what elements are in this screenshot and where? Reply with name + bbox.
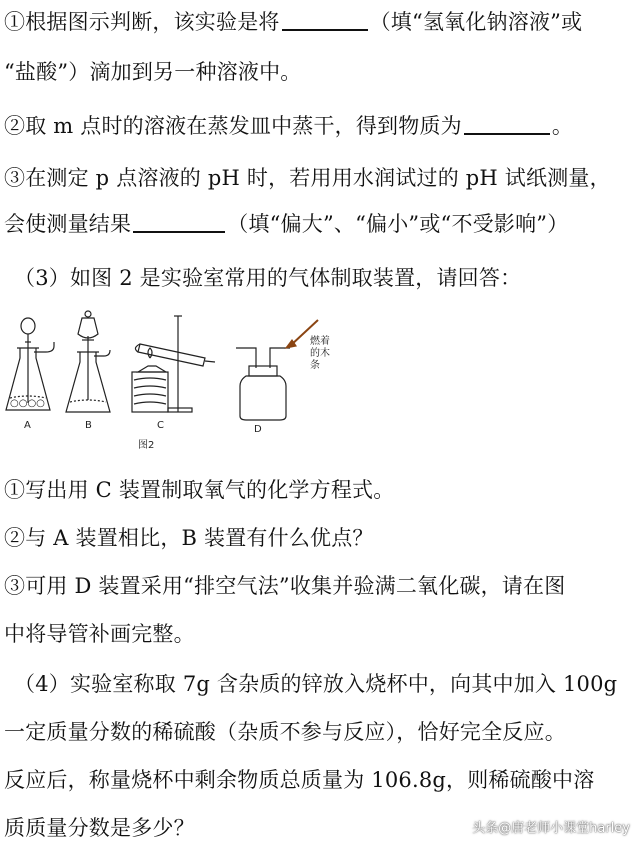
svg-text:○○○○: ○○○○ bbox=[10, 398, 45, 409]
question-3-3-line-1 bbox=[4, 570, 565, 600]
question-3-2-line bbox=[4, 522, 374, 552]
apparatus-figure bbox=[0, 308, 340, 458]
question-1-line-2 bbox=[4, 56, 301, 86]
answer-blank-3 bbox=[133, 211, 225, 233]
question-2-line bbox=[4, 110, 573, 140]
question-4-text-a: （4）实验室称取 7g 含杂质的锌放入烧杯中，向其中加入 100g bbox=[14, 672, 618, 696]
label-a: A bbox=[24, 420, 31, 431]
question-3-text-c: （填“偏大”、“偏小”或“不受影响”） bbox=[227, 212, 569, 236]
burning-stick-label-1: 燃着 bbox=[310, 336, 330, 347]
question-4-line-2 bbox=[4, 716, 566, 746]
watermark: 头条@唐老师小课堂harley bbox=[472, 821, 630, 836]
question-4-line-3 bbox=[4, 764, 594, 794]
question-3-line-2 bbox=[4, 208, 568, 238]
question-3-1-line bbox=[4, 474, 394, 504]
question-3-line-1 bbox=[4, 162, 611, 192]
question-1-text-a: ①根据图示判断，该实验是将 bbox=[4, 10, 280, 34]
question-4-line-1 bbox=[14, 668, 617, 698]
question-1-text-b: （填“氢氧化钠溶液”或 bbox=[369, 10, 583, 34]
question-3-3-text-b: 中将导管补画完整。 bbox=[4, 622, 195, 646]
label-c: C bbox=[157, 420, 164, 431]
answer-blank-2 bbox=[464, 113, 550, 135]
apparatus-a bbox=[6, 318, 54, 410]
answer-blank-1 bbox=[282, 9, 368, 31]
label-d: D bbox=[254, 424, 262, 435]
figure-caption: 图2 bbox=[138, 440, 155, 451]
apparatus-b bbox=[66, 311, 110, 412]
burning-stick-label-3: 条 bbox=[310, 360, 320, 371]
question-4-line-4 bbox=[4, 812, 195, 842]
question-1-line-1 bbox=[4, 6, 582, 36]
question-3-1-text: ①写出用 C 装置制取氧气的化学方程式。 bbox=[4, 478, 395, 502]
question-3-text-b: 会使测量结果 bbox=[4, 212, 132, 236]
question-2-text-b: 。 bbox=[551, 114, 574, 138]
burning-stick-label-2: 的木 bbox=[310, 348, 330, 359]
question-4-text-d: 质质量分数是多少？ bbox=[4, 816, 195, 840]
question-4-text-b: 一定质量分数的稀硫酸（杂质不参与反应），恰好完全反应。 bbox=[4, 720, 566, 744]
question-3-3-text-a: ③可用 D 装置采用“排空气法”收集并验满二氧化碳，请在图 bbox=[4, 574, 566, 598]
question-3-3-line-2 bbox=[4, 618, 195, 648]
question-3-2-text: ②与 A 装置相比，B 装置有什么优点？ bbox=[4, 526, 374, 550]
apparatus-c bbox=[132, 316, 215, 412]
apparatus-d bbox=[236, 320, 318, 420]
section-3-intro bbox=[14, 262, 521, 292]
label-b: B bbox=[85, 420, 92, 431]
question-4-text-c: 反应后，称量烧杯中剩余物质总质量为 106.8g，则稀硫酸中溶 bbox=[4, 768, 595, 792]
section-3-intro-text: （3）如图 2 是实验室常用的气体制取装置，请回答： bbox=[14, 266, 522, 290]
question-2-text-a: ②取 m 点时的溶液在蒸发皿中蒸干，得到物质为 bbox=[4, 114, 462, 138]
question-3-text-a: ③在测定 p 点溶液的 pH 时，若用用水润试过的 pH 试纸测量， bbox=[4, 166, 611, 190]
question-1-text-c: “盐酸”）滴加到另一种溶液中。 bbox=[4, 60, 302, 84]
